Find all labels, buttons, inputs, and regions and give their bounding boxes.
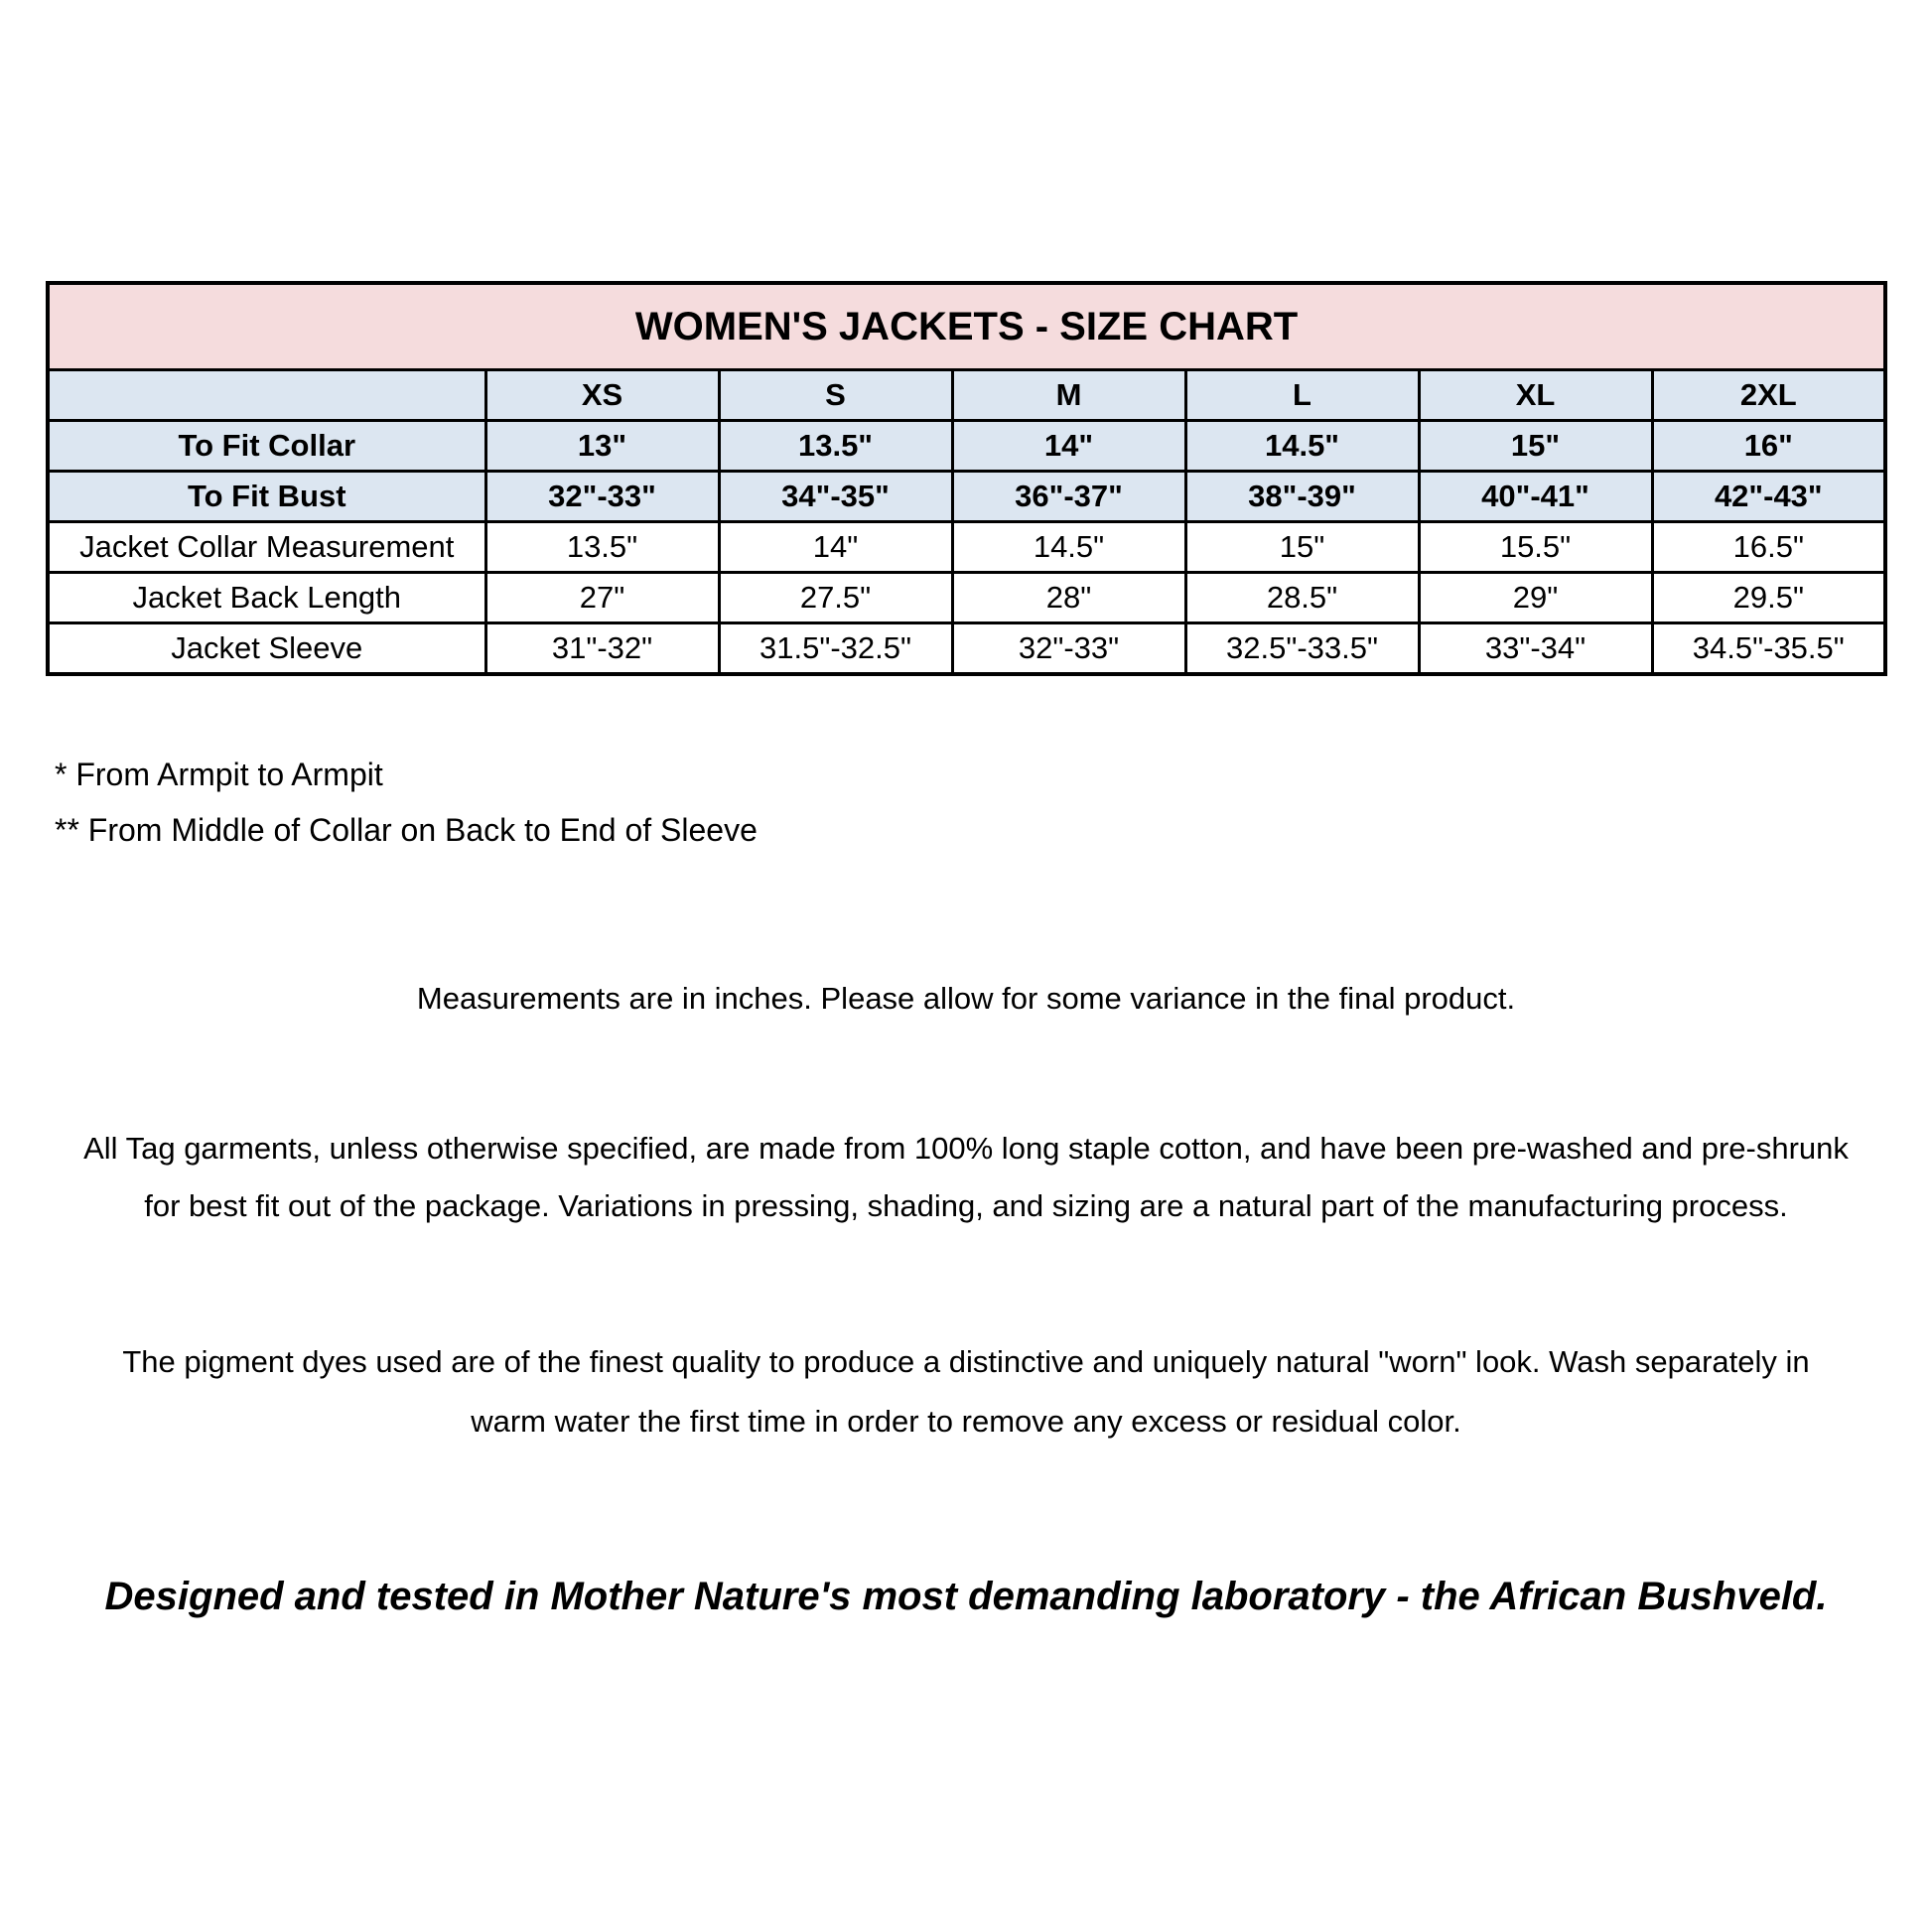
table-cell: 15": [1185, 522, 1419, 573]
footnote-sleeve: ** From Middle of Collar on Back to End of Sleeve: [55, 812, 758, 848]
footnotes-block: [55, 747, 758, 858]
table-cell: 15": [1419, 421, 1652, 472]
table-cell: 14.5": [1185, 421, 1419, 472]
tagline: Designed and tested in Mother Nature's most demanding laboratory - the African Bushveld.: [104, 1575, 1828, 1618]
size-header-s: S: [719, 370, 952, 421]
table-cell: 33"-34": [1419, 623, 1652, 675]
table-cell: 32"-33": [952, 623, 1185, 675]
table-row-jacket-sleeve: [48, 623, 1885, 675]
note-dye-line1: The pigment dyes used are of the finest quality to produce a distinctive and uniquely natural "worn" look. Wash separately in: [122, 1344, 1810, 1379]
size-header-2xl: 2XL: [1652, 370, 1885, 421]
note-dye: [43, 1332, 1889, 1451]
table-cell: 13.5": [719, 421, 952, 472]
table-cell: 38"-39": [1185, 472, 1419, 522]
size-chart-title-row: [48, 283, 1885, 370]
note-fabric-line1: All Tag garments, unless otherwise specified, are made from 100% long staple cotton, and have been pre-washed and pre-shrunk: [83, 1131, 1849, 1166]
table-cell: 14": [719, 522, 952, 573]
size-header-l: L: [1185, 370, 1419, 421]
table-cell: 15.5": [1419, 522, 1652, 573]
note-fabric-line2: for best fit out of the package. Variations in pressing, shading, and sizing are a natural part of the manufacturing process.: [144, 1188, 1788, 1223]
table-row-to-fit-collar: [48, 421, 1885, 472]
table-cell: 28": [952, 573, 1185, 623]
size-header-xs: XS: [485, 370, 719, 421]
table-cell: 28.5": [1185, 573, 1419, 623]
note-dye-line2: warm water the first time in order to remove any excess or residual color.: [471, 1404, 1461, 1439]
row-label: To Fit Bust: [48, 472, 485, 522]
row-label: Jacket Collar Measurement: [48, 522, 485, 573]
table-cell: 13": [485, 421, 719, 472]
table-cell: 32.5"-33.5": [1185, 623, 1419, 675]
table-cell: 16": [1652, 421, 1885, 472]
size-chart-table: [46, 281, 1887, 676]
table-cell: 14": [952, 421, 1185, 472]
table-cell: 32"-33": [485, 472, 719, 522]
note-measurements: Measurements are in inches. Please allow for some variance in the final product.: [416, 981, 1516, 1016]
corner-blank-cell: [48, 370, 485, 421]
table-cell: 40"-41": [1419, 472, 1652, 522]
table-cell: 27.5": [719, 573, 952, 623]
table-cell: 14.5": [952, 522, 1185, 573]
footnote-armpit: * From Armpit to Armpit: [55, 757, 383, 792]
table-cell: 42"-43": [1652, 472, 1885, 522]
table-row-jacket-back-length: [48, 573, 1885, 623]
table-cell: 31.5"-32.5": [719, 623, 952, 675]
table-row-to-fit-bust: [48, 472, 1885, 522]
table-cell: 27": [485, 573, 719, 623]
size-chart-header-row: [48, 370, 1885, 421]
table-cell: 34.5"-35.5": [1652, 623, 1885, 675]
size-header-m: M: [952, 370, 1185, 421]
table-cell: 29": [1419, 573, 1652, 623]
table-cell: 34"-35": [719, 472, 952, 522]
table-cell: 13.5": [485, 522, 719, 573]
table-cell: 29.5": [1652, 573, 1885, 623]
row-label: Jacket Sleeve: [48, 623, 485, 675]
size-chart-title: WOMEN'S JACKETS - SIZE CHART: [48, 283, 1885, 370]
table-row-jacket-collar-measurement: [48, 522, 1885, 573]
table-cell: 36"-37": [952, 472, 1185, 522]
table-cell: 31"-32": [485, 623, 719, 675]
row-label: Jacket Back Length: [48, 573, 485, 623]
note-fabric: [43, 1120, 1889, 1235]
row-label: To Fit Collar: [48, 421, 485, 472]
size-header-xl: XL: [1419, 370, 1652, 421]
table-cell: 16.5": [1652, 522, 1885, 573]
